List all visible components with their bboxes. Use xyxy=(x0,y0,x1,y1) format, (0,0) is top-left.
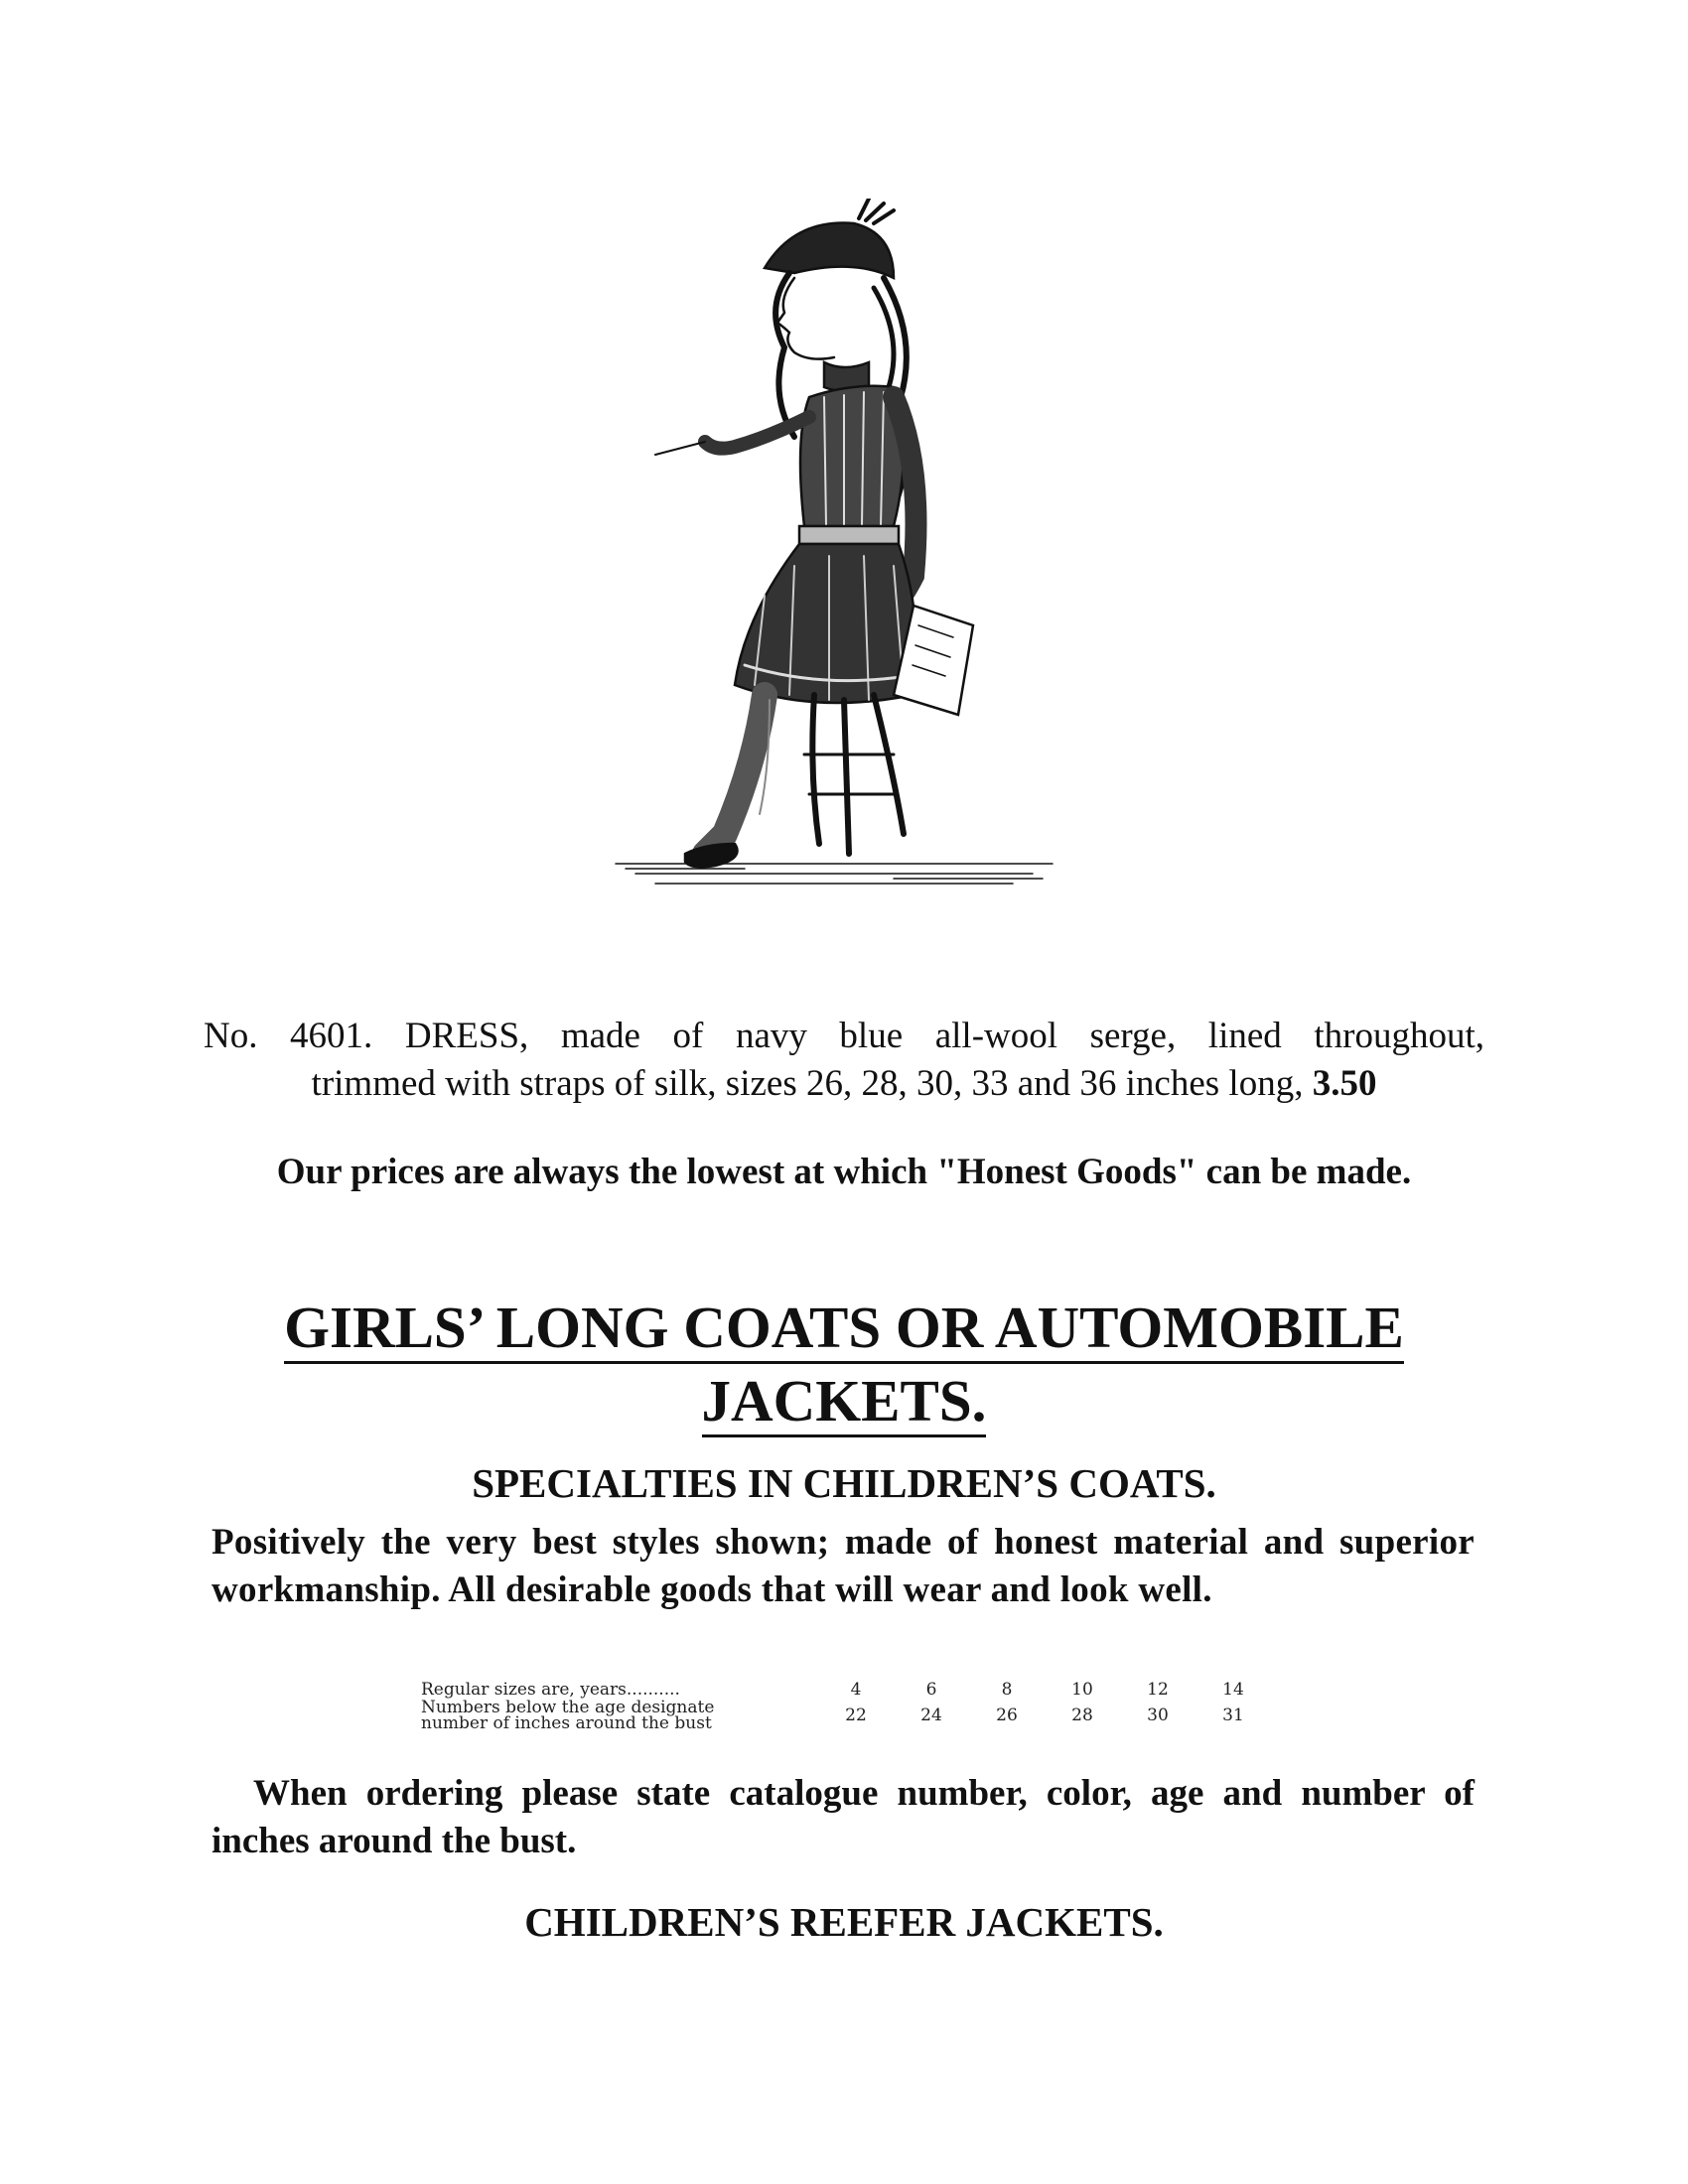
girl-dress-illustration xyxy=(596,199,1072,993)
product-caption xyxy=(204,1013,1484,1108)
ordering-instructions: When ordering please state catalogue number, color, age and number of inches around the bust. xyxy=(211,1773,1475,1861)
age-value: 4 xyxy=(850,1680,862,1700)
price-notice: Our prices are always the lowest at which "Honest Goods" can be made. xyxy=(276,1152,1412,1192)
age-value: 14 xyxy=(1222,1680,1244,1700)
bust-value: 31 xyxy=(1222,1706,1244,1725)
age-value: 6 xyxy=(925,1680,937,1700)
size-row-bust xyxy=(421,1700,1275,1731)
section-headline xyxy=(0,1291,1688,1437)
bust-value: 26 xyxy=(996,1706,1018,1725)
bust-value: 22 xyxy=(845,1706,867,1725)
age-value: 8 xyxy=(1001,1680,1013,1700)
age-value: 10 xyxy=(1071,1680,1093,1700)
product-price: 3.50 xyxy=(1312,1063,1377,1104)
size-row-label: Regular sizes are, years.......... xyxy=(421,1680,680,1700)
caption-line-2 xyxy=(204,1060,1484,1108)
size-row-label: Numbers below the age designate xyxy=(421,1698,715,1717)
subheading-reefer: CHILDREN’S REEFER JACKETS. xyxy=(524,1899,1164,1945)
subheading: SPECIALTIES IN CHILDREN’S COATS. xyxy=(472,1460,1216,1506)
bust-value: 28 xyxy=(1071,1706,1093,1725)
size-table xyxy=(421,1682,1275,1731)
age-value: 12 xyxy=(1147,1680,1169,1700)
description-blurb: Positively the very best styles shown; made of honest material and superior workmanship. All desirable goods that will wear and look well. xyxy=(211,1522,1475,1610)
bust-value: 24 xyxy=(920,1706,942,1725)
headline-line-1: GIRLS’ LONG COATS OR AUTOMOBILE xyxy=(284,1294,1404,1364)
size-row-ages xyxy=(421,1682,1275,1698)
size-row-label: number of inches around the bust xyxy=(421,1713,712,1733)
caption-line-2-text: trimmed with straps of silk, sizes 26, 28, 30, 33 and 36 inches long, xyxy=(311,1063,1304,1104)
headline-line-2: JACKETS. xyxy=(702,1367,987,1437)
bust-value: 30 xyxy=(1147,1706,1169,1725)
caption-line-1: No. 4601. DRESS, made of navy blue all-wool serge, lined throughout, xyxy=(204,1016,1484,1056)
